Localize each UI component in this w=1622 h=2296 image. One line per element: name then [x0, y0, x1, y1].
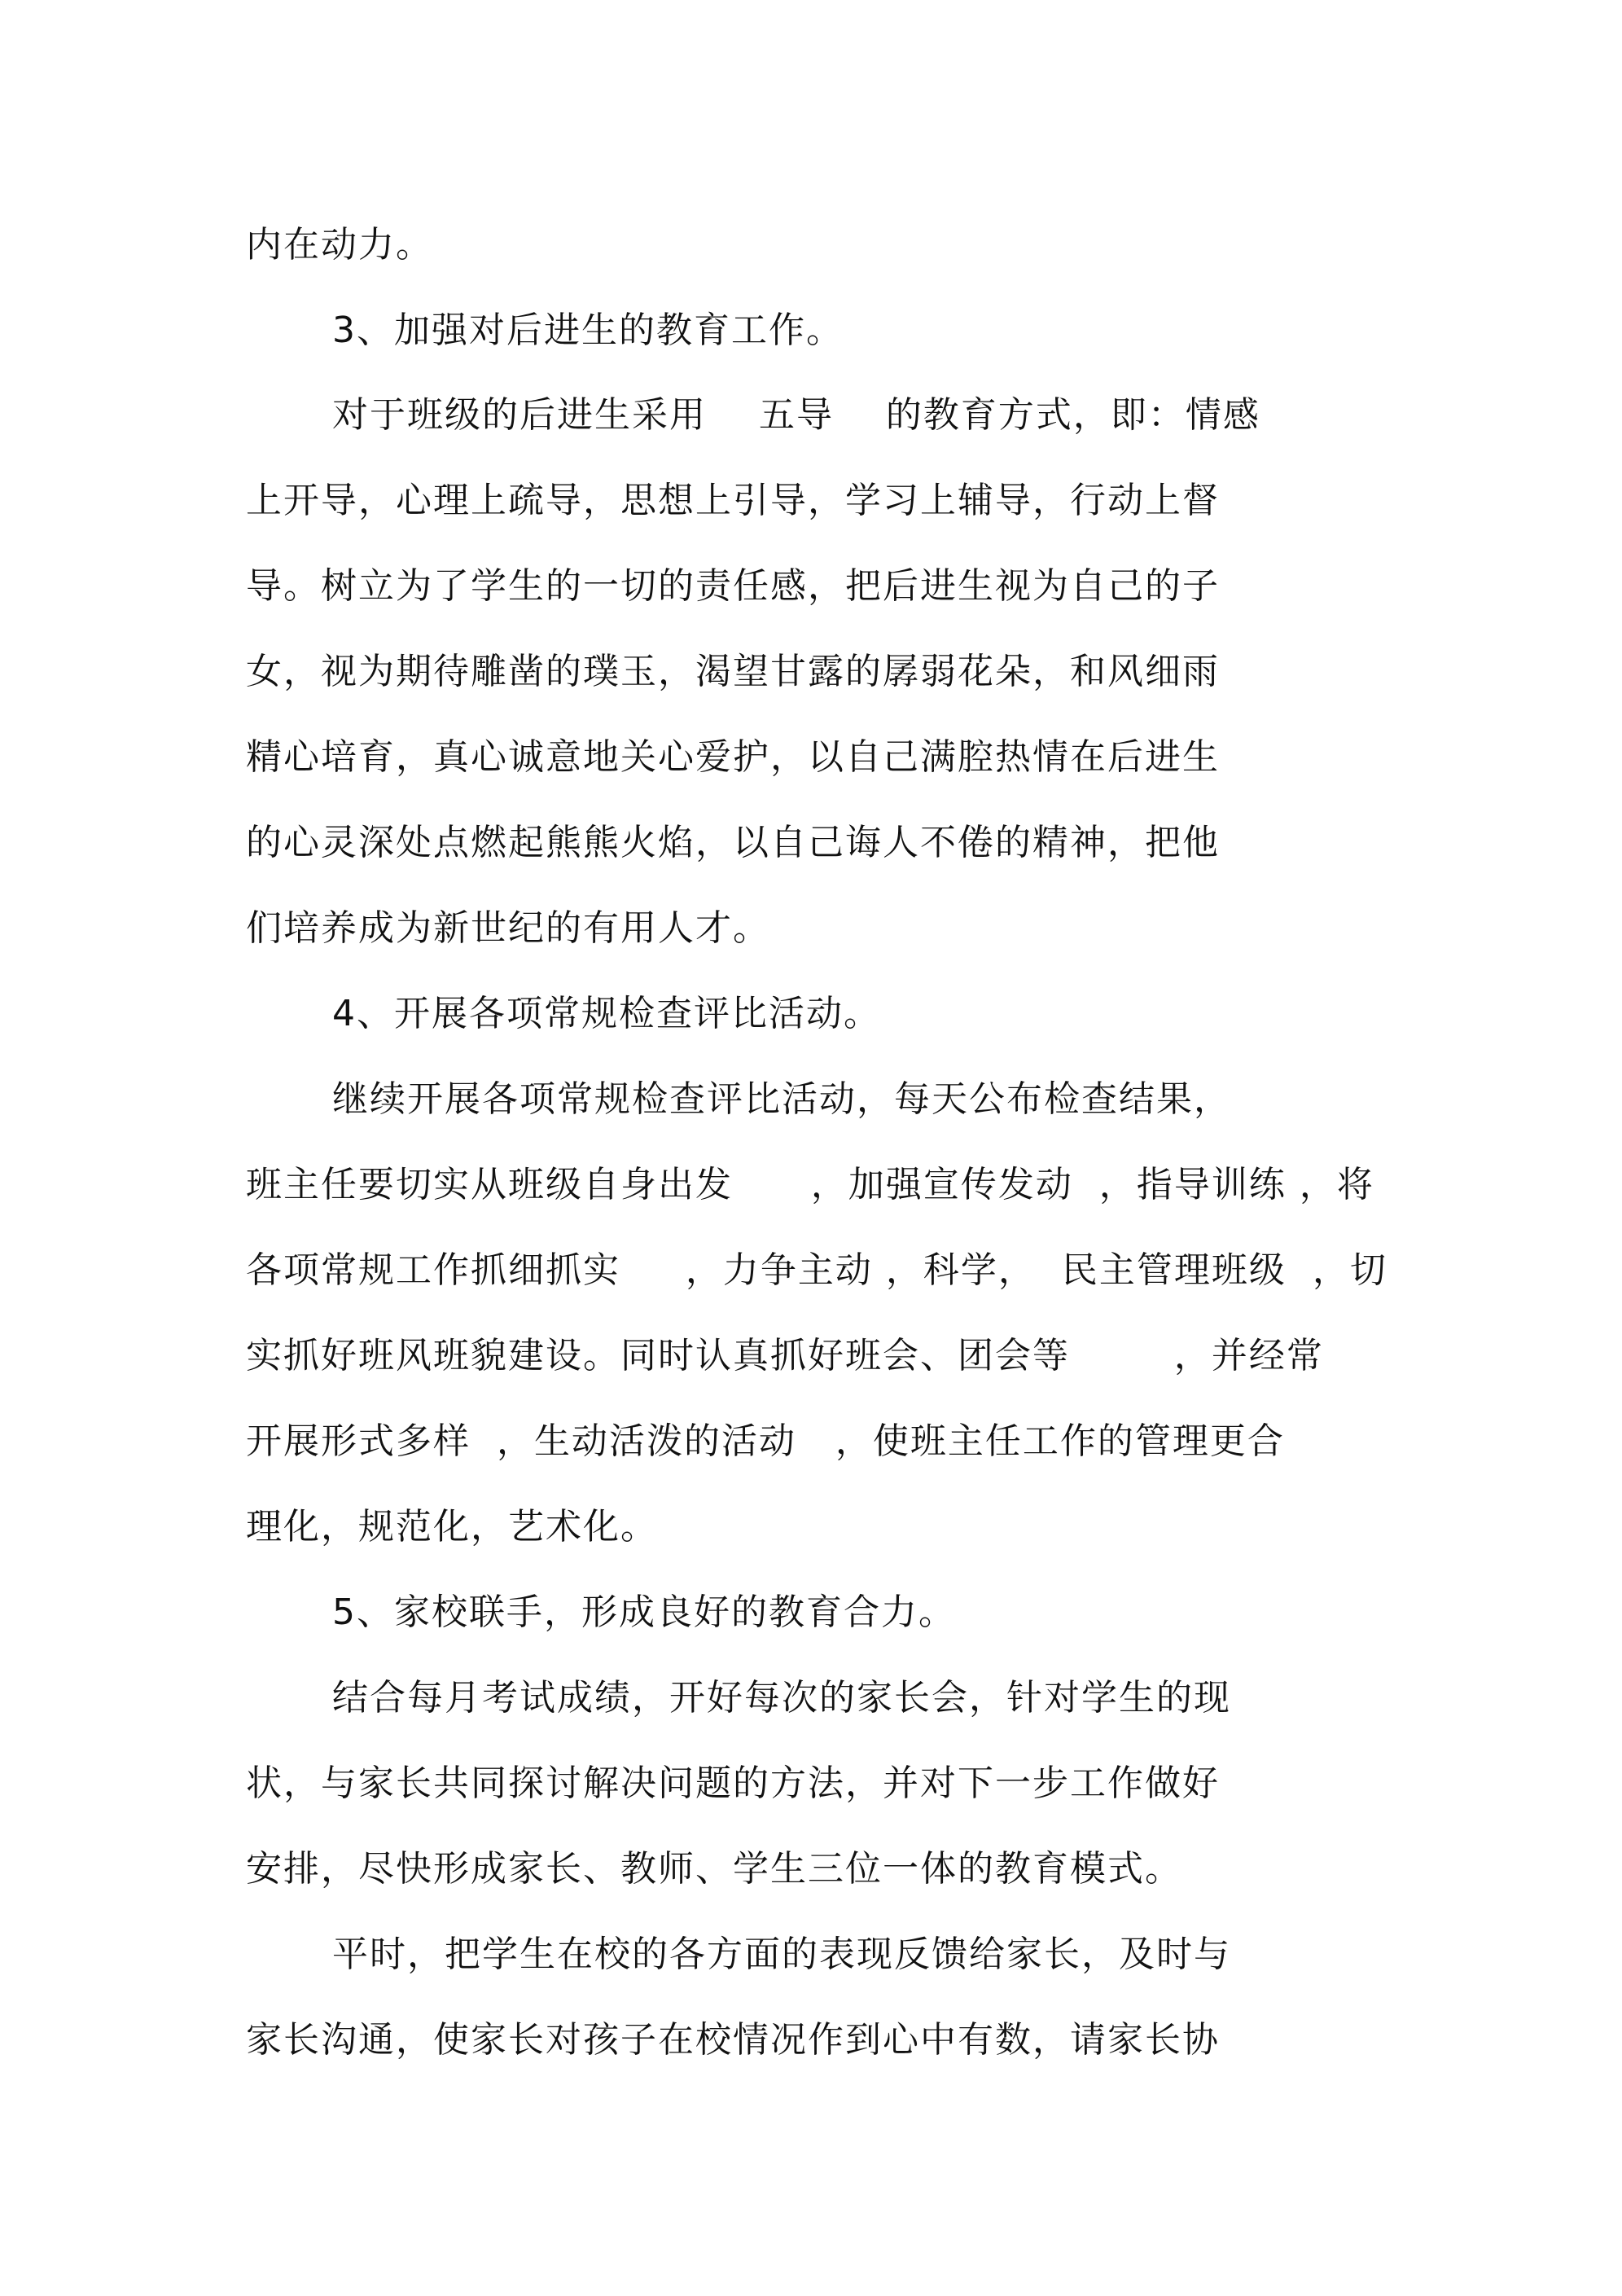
text-line-8: 的心灵深处点燃起熊熊火焰，以自己诲人不倦的精神，把他 [246, 822, 1220, 863]
text-line-9: 们培养成为新世纪的有用人才。 [246, 907, 770, 949]
text-line-18: 结合每月考试成绩，开好每次的家长会，针对学生的现 [332, 1677, 1231, 1719]
text-line-7: 精心培育，真心诚意地关心爱护，以自己满腔热情在后进生 [246, 736, 1220, 778]
text-line-1: 内在动力。 [246, 224, 433, 266]
text-line-19: 状，与家长共同探讨解决问题的方法，并对下一步工作做好 [246, 1763, 1220, 1804]
text-line-5: 导。树立为了学生的一切的责任感，把后进生视为自己的子 [246, 565, 1220, 607]
text-line-21: 平时，把学生在校的各方面的表现反馈给家长，及时与 [332, 1934, 1231, 1975]
text-line-11: 继续开展各项常规检查评比活动，每天公布检查结果， [332, 1078, 1231, 1120]
text-line-16: 理化，规范化，艺术化。 [246, 1506, 658, 1547]
text-line-22: 家长沟通，使家长对孩子在校情况作到心中有数，请家长协 [246, 2019, 1220, 2061]
text-line-4: 上开导，心理上疏导，思想上引导，学习上辅导，行动上督 [246, 480, 1220, 521]
text-line-12: 班主任要切实从班级自身出发 ，加强宣传发动 ，指导训练 ，将 [246, 1164, 1374, 1205]
text-line-6: 女，视为期待雕凿的璞玉，渴望甘露的孱弱花朵，和风细雨 [246, 651, 1220, 692]
section-heading-4: 4、开展各项常规检查评比活动。 [332, 993, 881, 1034]
section-heading-5: 5、家校联手，形成良好的教育合力。 [332, 1591, 956, 1633]
text-line-20: 安排，尽快形成家长、教师、学生三位一体的教育模式。 [246, 1848, 1182, 1890]
section-heading-3: 3、加强对后进生的教育工作。 [332, 309, 844, 351]
text-line-14: 实抓好班风班貌建设。同时认真抓好班会、团会等 ，并经常 [246, 1335, 1324, 1376]
text-line-3: 对于班级的后进生采用 五导 的教育方式，即：情感 [332, 394, 1260, 436]
text-line-13: 各项常规工作抓细抓实 ，力争主动 ，科学， 民主管理班级 ，切 [246, 1249, 1387, 1291]
text-line-15: 开展形式多样 ，生动活泼的活动 ，使班主任工作的管理更合 [246, 1420, 1285, 1462]
